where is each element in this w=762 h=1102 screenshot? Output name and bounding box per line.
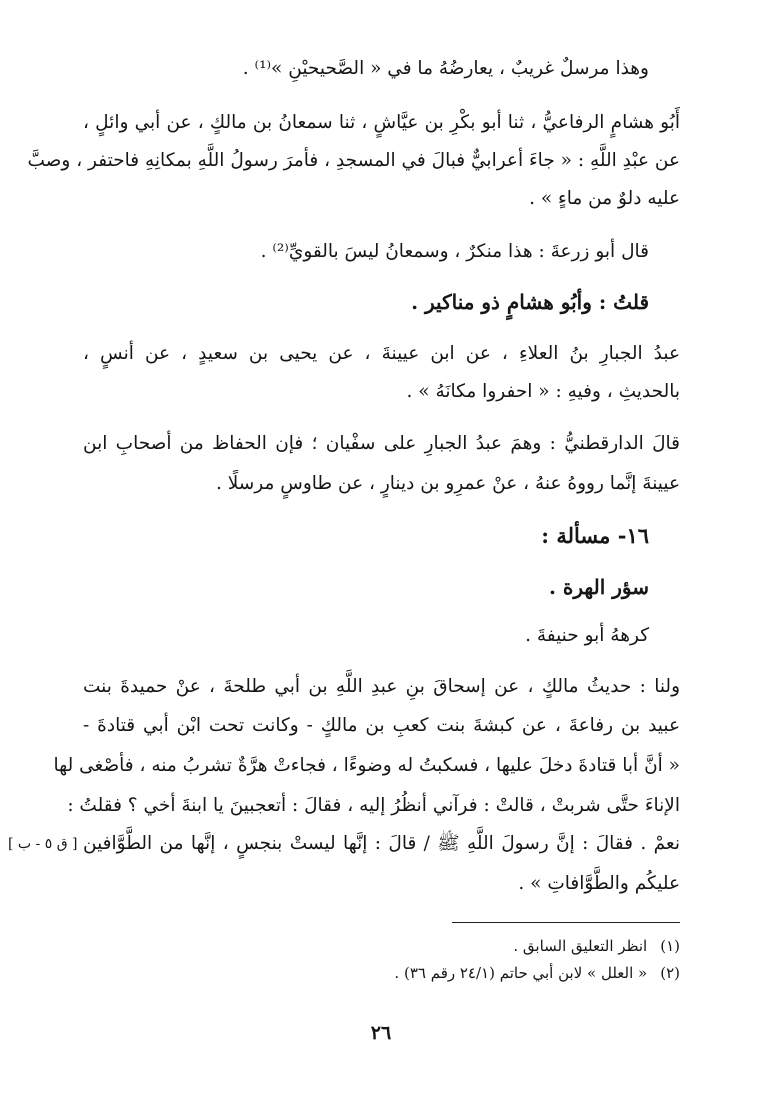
text-line-1: وهذا مرسلٌ غريبٌ ، يعارضُهُ ما في « الصَّحيحيْنِ »⁽¹⁾ . [242,58,649,79]
text-line-14: ولنا : حديثُ مالكٍ ، عن إسحاقَ بنِ عبدِ اللَّهِ بن أبي طلحةَ ، عنْ حميدةَ بنت [83,676,680,697]
section-subheading: سؤر الهرة . [548,575,649,599]
footnote-2 [394,961,680,985]
footnote-1 [513,934,680,958]
footnote-text: « العلل » لابن أبي حاتم (٢٤/١ رقم ٣٦) . [394,964,648,982]
author-comment: قلتُ : وأبُو هشامٍ ذو مناكير . [411,290,649,314]
text-line-13: كرههُ أبو حنيفةَ . [525,625,649,646]
text-line-7: عبدُ الجبارِ بنُ العلاءِ ، عن ابن عيينةَ ، عن يحيى بن سعيدٍ ، عن أنسٍ ، [83,343,680,364]
text-line-4: عليه دلوٌ من ماءٍ » . [529,188,680,209]
footnote-number: (١) [660,937,680,955]
text-line-10: عيينةَ إنَّما رووهُ عنهُ ، عنْ عمرِو بن دينارٍ ، عن طاوسٍ مرسلًا . [215,473,680,494]
footnote-text: انظر التعليق السابق . [513,937,648,955]
text-line-3: عن عبْدِ اللَّهِ : « جاءَ أعرابيٌّ فبالَ في المسجدِ ، فأمرَ رسولُ اللَّهِ بمكانِهِ فاحتفر ، وصبَّ [27,150,680,171]
manuscript-folio-marker: [ ق ٥ - ب ] [8,836,78,852]
page-number: ٢٦ [370,1022,392,1044]
text-line-17: الإناءَ حتَّى شربتْ ، قالتْ : فرآني أنظُرُ إليه ، فقالَ : أتعجبينَ يا ابنةَ أخي ؟ فقلتُ : [67,795,680,816]
text-line-16: « أنَّ أبا قتادةَ دخلَ عليها ، فسكبتُ له وضوءًا ، فجاءتْ هرَّةٌ تشربُ منه ، فأصْغى لها [53,755,680,776]
text-line-18: نعمْ . فقالَ : إنَّ رسولَ اللَّهِ ﷺ / قالَ : إنَّها ليستْ بنجسٍ ، إنَّها من الطَّوَّافين [83,833,680,854]
text-line-8: بالحديثِ ، وفيهِ : « احفروا مكانَهُ » . [406,381,680,402]
section-heading: ١٦- مسألة : [541,523,649,548]
text-line-15: عبيد بن رفاعةَ ، عن كبشةَ بنت كعبِ بن مالكٍ - وكانت تحت ابْن أبي قتادةَ - [83,715,680,736]
footnote-divider [452,922,680,923]
text-line-2: أَبُو هشامٍ الرفاعيُّ ، ثنا أبو بكْرِ بن عيَّاشٍ ، ثنا سمعانُ بن مالكٍ ، عن أبي وائلٍ ، [83,112,680,133]
text-line-5: قال أبو زرعةَ : هذا منكرٌ ، وسمعانُ ليسَ بالقويِّ⁽²⁾ . [260,241,649,262]
text-line-19: عليكُم والطَّوَّافاتِ » . [518,873,680,894]
footnote-number: (٢) [660,964,680,982]
text-line-9: قالَ الدارقطنيُّ : وهمَ عبدُ الجبارِ على سفْيان ؛ فإن الحفاظ من أصحابِ ابن [83,433,680,454]
